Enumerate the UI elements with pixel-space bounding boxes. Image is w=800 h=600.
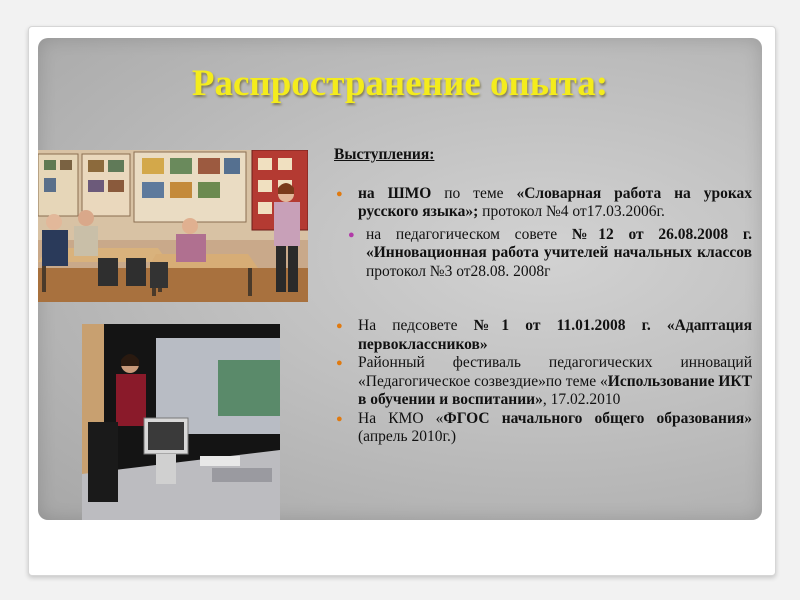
list-item-segment: ФГОС начального общего образования» [443,409,753,427]
list-item-segment: (апрель 2010г.) [358,428,457,445]
slide-title: Распространение опыта: [191,63,609,104]
list-item [334,354,752,410]
list-item-text [358,354,752,408]
bullet-icon: ● [336,412,343,425]
list-item-segment: на ШМО [358,184,432,202]
list-item-segment: Использование ИКТ в обучении и воспитании» [358,372,752,408]
list-item-segment: Районный фестиваль педагогических инноваций «Педагогическое созвездие»по теме « [358,354,752,390]
list-item-segment: по теме [431,184,517,202]
bullet-icon: ● [348,228,355,241]
list-item-segment: «Словарная работа на уроках русского языка»; [358,184,753,220]
list-item [334,410,752,447]
slide-content [334,136,752,447]
list-item [334,317,752,354]
list-item-text [366,226,752,280]
list-item-text [358,185,752,221]
list-item-segment: На КМО « [358,409,444,427]
slide-panel [38,38,762,520]
presentation-photo [82,324,280,520]
list-item-text [358,410,752,446]
list-item-segment: протокол №3 от28.08. 2008г [366,262,551,280]
section-heading: Выступления: [334,146,435,163]
list-item-segment: протокол №4 от17.03.2006г. [478,203,665,220]
list-item-text [358,317,752,353]
list-item-segment: №1 от 11.01.2008 г. «Адаптация первоклассников» [358,317,752,353]
list-item [334,185,752,222]
bullet-icon: ● [336,187,343,200]
list-item-segment: , 17.02.2010 [542,391,621,408]
bullet-icon: ● [336,357,343,369]
list-item [334,226,752,282]
list-item-segment: на педагогическом совете [366,225,572,243]
list-item-segment: №12 от 26.08.2008 г. «Инновационная работа учителей начальных классов [366,225,752,261]
list-item-segment: На педсовете [358,317,474,334]
bullet-icon: ● [336,320,343,332]
classroom-photo [38,150,308,302]
